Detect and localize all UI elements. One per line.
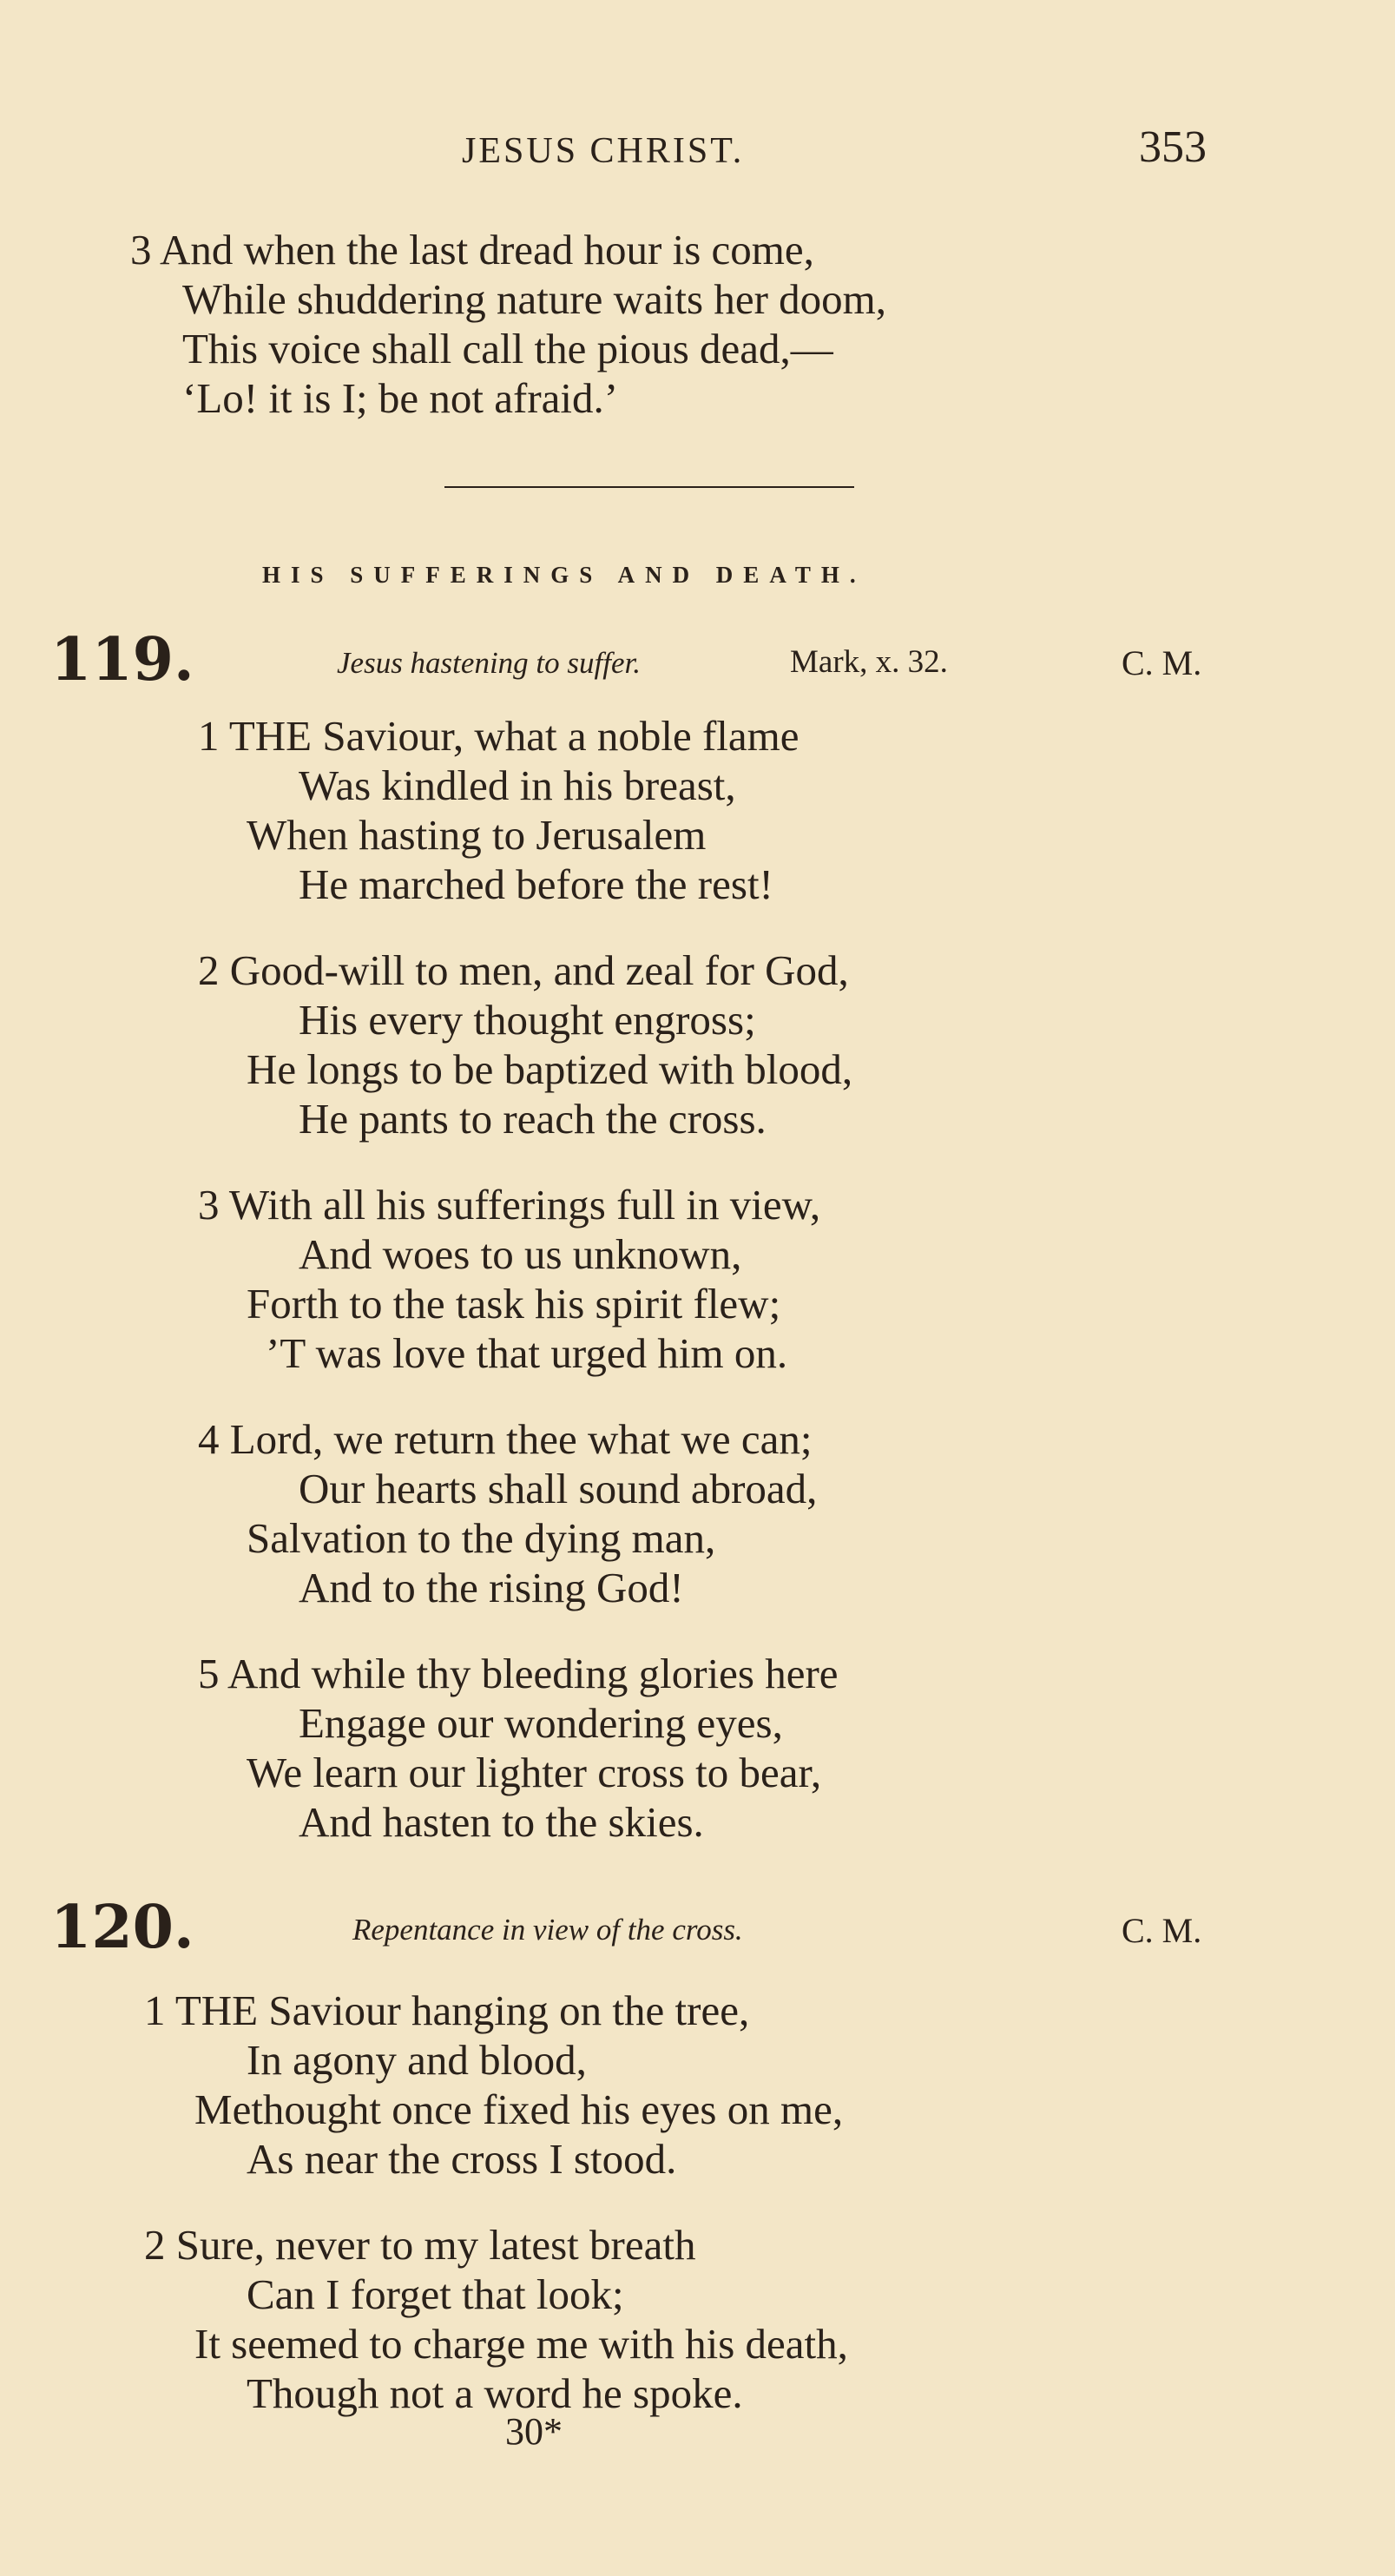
verse-line: When hasting to Jerusalem — [247, 811, 707, 859]
verse-line: 5 And while thy bleeding glories here — [198, 1650, 839, 1697]
verse-line: 1 THE Saviour, what a noble flame — [198, 712, 799, 760]
verse-line: In agony and blood, — [247, 2036, 587, 2084]
verse-line: Can I forget that look; — [247, 2270, 624, 2318]
section-heading: HIS SUFFERINGS AND DEATH. — [262, 562, 866, 588]
page-number: 353 — [1139, 122, 1207, 172]
verse-line: Our hearts shall sound abroad, — [299, 1465, 818, 1512]
hymn-number: 119. — [50, 625, 194, 695]
verse-line: It seemed to charge me with his death, — [194, 2320, 848, 2368]
verse-line: 2 Sure, never to my latest breath — [144, 2221, 696, 2269]
running-title: JESUS CHRIST. — [462, 131, 745, 171]
verse-line: Salvation to the dying man, — [247, 1514, 716, 1562]
hymn-meter: C. M. — [1122, 1911, 1202, 1950]
section-divider — [444, 486, 854, 488]
verse-line: This voice shall call the pious dead,— — [182, 325, 833, 372]
hymn-title: Jesus hastening to suffer. — [337, 646, 641, 680]
verse-line: 1 THE Saviour hanging on the tree, — [144, 1986, 750, 2034]
verse-line: And to the rising God! — [299, 1564, 684, 1611]
verse-line: He longs to be baptized with blood, — [247, 1045, 853, 1093]
verse-line: 2 Good-will to men, and zeal for God, — [198, 946, 849, 994]
hymn-title: Repentance in view of the cross. — [352, 1913, 743, 1947]
verse-line: Was kindled in his breast, — [299, 761, 736, 809]
signature-mark: 30* — [505, 2410, 563, 2453]
verse-line: He pants to reach the cross. — [299, 1095, 767, 1143]
verse-line: Methought once fixed his eyes on me, — [194, 2085, 844, 2133]
verse-line: Forth to the task his spirit flew; — [247, 1280, 781, 1328]
verse-line: As near the cross I stood. — [247, 2135, 677, 2183]
verse-line: 3 And when the last dread hour is come, — [130, 226, 814, 273]
verse-line: He marched before the rest! — [299, 860, 773, 908]
verse-line: 4 Lord, we return thee what we can; — [198, 1415, 813, 1463]
verse-line: While shuddering nature waits her doom, — [182, 275, 887, 323]
verse-line: Engage our wondering eyes, — [299, 1699, 783, 1747]
verse-line: And woes to us unknown, — [299, 1230, 742, 1278]
verse-line: And hasten to the skies. — [299, 1798, 704, 1846]
verse-line: ‘Lo! it is I; be not afraid.’ — [182, 374, 619, 422]
verse-line: ’T was love that urged him on. — [266, 1329, 788, 1377]
verse-line: His every thought engross; — [299, 996, 756, 1044]
hymn-number: 120. — [50, 1893, 194, 1962]
verse-line: Though not a word he spoke. — [247, 2369, 743, 2417]
scripture-reference: Mark, x. 32. — [790, 644, 948, 680]
verse-line: We learn our lighter cross to bear, — [247, 1749, 822, 1796]
hymn-meter: C. M. — [1122, 643, 1202, 682]
verse-line: 3 With all his sufferings full in view, — [198, 1181, 821, 1229]
